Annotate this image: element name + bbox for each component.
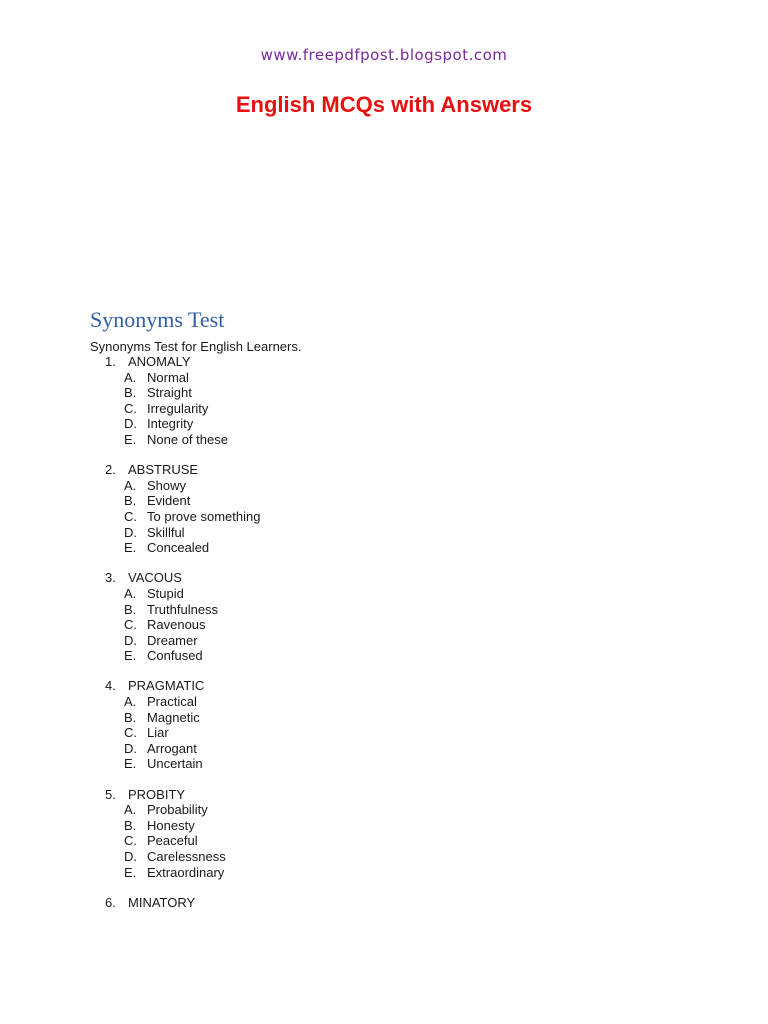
option-letter: D. — [124, 632, 137, 648]
question-item — [0, 895, 768, 911]
question-word: ANOMALY — [128, 354, 191, 369]
option-letter: A. — [124, 694, 137, 710]
option-letter: E. — [124, 864, 137, 880]
question-number: 1. — [105, 354, 116, 369]
option-list — [0, 478, 768, 556]
question-line — [0, 354, 768, 370]
site-url[interactable]: www.freepdfpost.blogspot.com — [260, 46, 508, 64]
option-text: Normal — [147, 369, 189, 385]
answer-option — [0, 648, 768, 664]
answer-option — [0, 370, 768, 386]
option-letter: A. — [124, 369, 137, 385]
option-letter: C. — [124, 725, 137, 741]
answer-option — [0, 633, 768, 649]
option-text: Carelessness — [147, 849, 226, 864]
option-letter: C. — [124, 833, 137, 849]
option-list — [0, 370, 768, 448]
option-text: Confused — [147, 648, 203, 664]
option-text: Probability — [147, 802, 208, 818]
question-list — [0, 354, 768, 925]
option-text: Dreamer — [147, 632, 198, 648]
option-text: Magnetic — [147, 709, 200, 725]
section-intro: Synonyms Test for English Learners. — [90, 339, 302, 354]
answer-option — [0, 493, 768, 509]
question-number: 3. — [105, 570, 116, 586]
option-text: Extraordinary — [147, 864, 225, 880]
option-letter: E. — [124, 431, 137, 447]
option-text: Straight — [147, 385, 192, 401]
question-word: PROBITY — [128, 786, 186, 802]
question-item — [0, 570, 768, 664]
option-letter: E. — [124, 648, 137, 664]
answer-option — [0, 509, 768, 525]
option-text: Peaceful — [147, 833, 198, 849]
option-text: Liar — [147, 725, 169, 741]
answer-option — [0, 385, 768, 401]
question-word: MINATORY — [128, 894, 196, 910]
option-text: Truthfulness — [147, 601, 219, 617]
section-heading: Synonyms Test — [90, 307, 225, 332]
question-item — [0, 354, 768, 448]
option-letter: B. — [124, 709, 137, 725]
answer-option — [0, 694, 768, 710]
option-letter: B. — [124, 601, 137, 617]
answer-option — [0, 865, 768, 881]
question-number: 5. — [105, 786, 116, 802]
question-word: VACOUS — [128, 570, 182, 586]
answer-option — [0, 741, 768, 757]
answer-option — [0, 401, 768, 417]
question-line — [0, 570, 768, 586]
option-text: Concealed — [147, 540, 210, 556]
answer-option — [0, 478, 768, 494]
answer-option — [0, 818, 768, 834]
answer-option — [0, 416, 768, 432]
option-letter: C. — [124, 617, 137, 633]
option-text: None of these — [147, 431, 228, 447]
option-letter: D. — [124, 524, 137, 540]
answer-option — [0, 540, 768, 556]
option-text: Stupid — [147, 585, 184, 601]
question-word: PRAGMATIC — [128, 678, 205, 694]
option-text: Ravenous — [147, 617, 206, 633]
option-text: Irregularity — [147, 400, 209, 416]
question-word: ABSTRUSE — [128, 462, 199, 478]
option-text: Integrity — [147, 416, 194, 432]
option-letter: C. — [124, 508, 137, 524]
answer-option — [0, 725, 768, 741]
question-line — [0, 787, 768, 803]
option-letter: B. — [124, 817, 137, 833]
option-list — [0, 694, 768, 772]
option-text: Honesty — [147, 817, 195, 833]
option-letter: D. — [124, 849, 137, 864]
answer-option — [0, 432, 768, 448]
answer-option — [0, 802, 768, 818]
option-list — [0, 586, 768, 664]
option-letter: D. — [124, 740, 137, 756]
option-text: Evident — [147, 493, 191, 509]
option-letter: D. — [124, 416, 137, 432]
option-letter: B. — [124, 385, 137, 401]
option-text: Uncertain — [147, 756, 203, 772]
option-list — [0, 802, 768, 880]
option-letter: A. — [124, 802, 137, 818]
question-line — [0, 895, 768, 911]
answer-option — [0, 710, 768, 726]
option-letter: B. — [124, 493, 137, 509]
question-item — [0, 678, 768, 772]
answer-option — [0, 586, 768, 602]
option-letter: E. — [124, 756, 137, 772]
answer-option — [0, 602, 768, 618]
answer-option — [0, 617, 768, 633]
question-number: 4. — [105, 678, 116, 694]
option-letter: A. — [124, 585, 137, 601]
option-letter: C. — [124, 400, 137, 416]
option-text: Showy — [147, 477, 187, 493]
question-item — [0, 787, 768, 881]
document-title: English MCQs with Answers — [235, 92, 533, 117]
option-letter: E. — [124, 540, 137, 556]
question-number: 6. — [105, 894, 116, 910]
option-text: Skillful — [147, 524, 185, 540]
option-text: Practical — [147, 694, 197, 710]
answer-option — [0, 849, 768, 865]
question-line — [0, 678, 768, 694]
question-number: 2. — [105, 462, 116, 478]
option-text: Arrogant — [147, 740, 197, 756]
answer-option — [0, 525, 768, 541]
answer-option — [0, 833, 768, 849]
option-letter: A. — [124, 477, 137, 493]
option-text: To prove something — [147, 508, 261, 524]
answer-option — [0, 756, 768, 772]
question-item — [0, 462, 768, 556]
question-line — [0, 462, 768, 478]
